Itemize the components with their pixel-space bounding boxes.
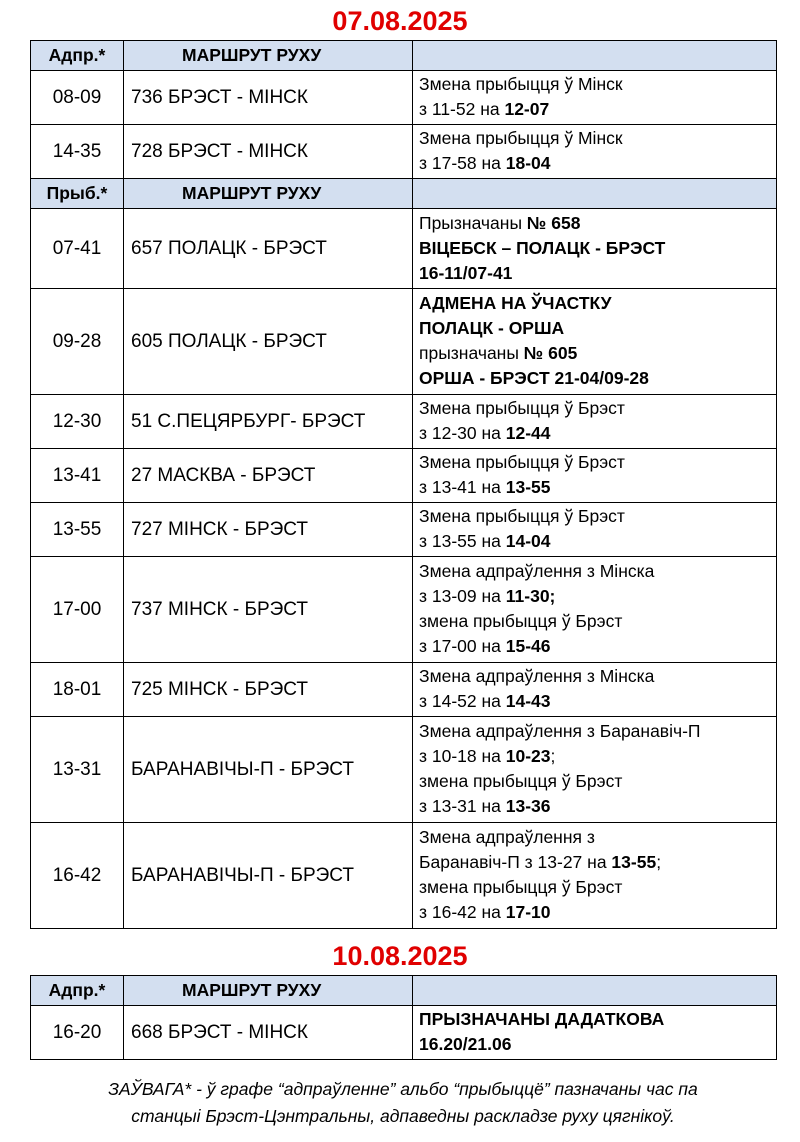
note-text: з 11-52 на (419, 99, 505, 119)
note-text: 14-04 (505, 531, 551, 551)
note-cell (413, 449, 777, 503)
note-text: 16-11/07-41 (419, 262, 513, 283)
note-text: 15-46 (505, 636, 551, 656)
note-text: 13-36 (505, 796, 551, 816)
note-line (419, 236, 770, 261)
footnote-line-1: ЗАЎВАГА* - ў графе “адпраўленне” альбо “прыбыццё” пазначаны час па (108, 1079, 698, 1099)
table-row (31, 823, 777, 929)
table-row (31, 209, 777, 289)
note-text: змена прыбыцця ў Брэст (419, 771, 623, 791)
table-row (31, 717, 777, 823)
note-text: з 17-58 на (419, 153, 506, 173)
note-text: Змена прыбыцця ў Мінск (419, 128, 623, 148)
note-text: з 13-09 на (419, 586, 506, 606)
route-cell: 51 С.ПЕЦЯРБУРГ- БРЭСТ (124, 395, 413, 449)
note-cell (413, 71, 777, 125)
table-header-arrivals (31, 179, 777, 209)
note-line (419, 1032, 770, 1057)
table-row (31, 71, 777, 125)
header-departure-label: Адпр.* (31, 41, 124, 71)
route-cell: 27 МАСКВА - БРЭСТ (124, 449, 413, 503)
note-text: 13-55 (505, 477, 551, 497)
route-cell: БАРАНАВІЧЫ-П - БРЭСТ (124, 717, 413, 823)
table-row (31, 663, 777, 717)
route-cell: 737 МІНСК - БРЭСТ (124, 557, 413, 663)
note-text: 16.20/21.06 (419, 1034, 512, 1054)
note-text: Змена прыбыцця ў Мінск (419, 74, 623, 94)
route-cell: 605 ПОЛАЦК - БРЭСТ (124, 289, 413, 395)
note-text: № 605 (523, 343, 578, 363)
note-cell (413, 289, 777, 395)
note-line (419, 825, 770, 850)
table-header-departures (31, 976, 777, 1006)
time-cell: 09-28 (31, 289, 124, 395)
header-route-label: МАРШРУТ РУХУ (124, 976, 413, 1006)
note-text: ВІЦЕБСК – ПОЛАЦК - БРЭСТ (419, 237, 666, 258)
table-row (31, 395, 777, 449)
time-cell: 18-01 (31, 663, 124, 717)
schedule-table-1008 (30, 975, 777, 1060)
table-row (31, 503, 777, 557)
note-line (419, 769, 770, 794)
time-cell: 13-31 (31, 717, 124, 823)
note-text: з 10-18 на (419, 746, 506, 766)
table-header-departures (31, 41, 777, 71)
table-row (31, 125, 777, 179)
note-text: з 14-52 на (419, 691, 506, 711)
note-text: 12-44 (505, 423, 551, 443)
table-row (31, 449, 777, 503)
header-arrival-label: Прыб.* (31, 179, 124, 209)
note-text: ПРЫЗНАЧАНЫ ДАДАТКОВА (419, 1009, 665, 1029)
note-text: ; (550, 746, 556, 766)
table-row (31, 289, 777, 395)
note-text: з 17-00 на (419, 636, 506, 656)
header-note-empty (413, 976, 777, 1006)
time-cell: 17-00 (31, 557, 124, 663)
note-text: Змена адпраўлення з (419, 827, 595, 847)
note-line (419, 689, 770, 714)
note-line (419, 584, 770, 609)
note-text: прызначаны (419, 343, 524, 363)
note-text: Баранавіч-П з 13-27 на (419, 852, 612, 872)
note-text: 13-55 (611, 852, 657, 872)
route-cell: 728 БРЭСТ - МІНСК (124, 125, 413, 179)
time-cell: 13-41 (31, 449, 124, 503)
schedule-table-0708 (30, 40, 777, 929)
note-line (419, 719, 770, 744)
note-cell (413, 209, 777, 289)
note-line (419, 744, 770, 769)
note-text: Змена адпраўлення з Мінска (419, 666, 655, 686)
note-line (419, 126, 770, 151)
note-line (419, 664, 770, 689)
note-line (419, 529, 770, 554)
note-cell (413, 717, 777, 823)
note-cell (413, 395, 777, 449)
note-line (419, 634, 770, 659)
route-cell: БАРАНАВІЧЫ-П - БРЭСТ (124, 823, 413, 929)
note-text: Змена адпраўлення з Баранавіч-П (419, 721, 701, 741)
note-text: ОРША - БРЭСТ 21-04/09-28 (419, 368, 649, 388)
note-cell (413, 557, 777, 663)
note-line (419, 421, 770, 446)
route-cell: 668 БРЭСТ - МІНСК (124, 1006, 413, 1060)
date-title-0708: 07.08.2025 (332, 6, 468, 36)
footnote-line-2: станцыі Брэст-Цэнтральны, адпаведны раскладзе руху цягнікоў. (131, 1106, 675, 1126)
note-line (419, 316, 770, 341)
note-text: 12-07 (504, 99, 550, 119)
note-line (419, 396, 770, 421)
time-cell: 14-35 (31, 125, 124, 179)
time-cell: 07-41 (31, 209, 124, 289)
table-row (31, 1006, 777, 1060)
route-cell: 736 БРЭСТ - МІНСК (124, 71, 413, 125)
note-text: Прызначаны (419, 212, 527, 233)
note-line (419, 366, 770, 391)
note-text: 18-04 (505, 153, 551, 173)
note-line (419, 900, 770, 925)
note-text: змена прыбыцця ў Брэст (419, 877, 623, 897)
note-line (419, 261, 770, 286)
note-text: ПОЛАЦК - ОРША (419, 318, 565, 338)
note-text: Змена адпраўлення з Мінска (419, 561, 655, 581)
note-line (419, 72, 770, 97)
note-text: 10-23 (505, 746, 551, 766)
note-cell (413, 1006, 777, 1060)
note-text: з 12-30 на (419, 423, 506, 443)
note-text: 14-43 (505, 691, 551, 711)
note-line (419, 1007, 770, 1032)
note-line (419, 559, 770, 584)
time-cell: 13-55 (31, 503, 124, 557)
note-cell (413, 663, 777, 717)
note-text: з 13-55 на (419, 531, 506, 551)
note-line (419, 450, 770, 475)
note-text: АДМЕНА НА ЎЧАСТКУ (419, 293, 612, 313)
time-cell: 16-42 (31, 823, 124, 929)
table-row (31, 557, 777, 663)
footnote (30, 1076, 776, 1130)
note-line (419, 341, 770, 366)
note-line (419, 151, 770, 176)
note-line (419, 875, 770, 900)
note-text: з 13-41 на (419, 477, 506, 497)
route-cell: 725 МІНСК - БРЭСТ (124, 663, 413, 717)
time-cell: 16-20 (31, 1006, 124, 1060)
note-text: Змена прыбыцця ў Брэст (419, 506, 625, 526)
note-text: № 658 (526, 212, 581, 233)
note-text: 17-10 (505, 902, 551, 922)
header-route-label: МАРШРУТ РУХУ (124, 179, 413, 209)
note-text: 11-30; (505, 586, 556, 606)
note-line (419, 794, 770, 819)
note-line (419, 97, 770, 122)
note-cell (413, 823, 777, 929)
header-note-empty (413, 179, 777, 209)
note-line (419, 609, 770, 634)
note-line (419, 475, 770, 500)
note-text: Змена прыбыцця ў Брэст (419, 398, 625, 418)
header-departure-label: Адпр.* (31, 976, 124, 1006)
header-note-empty (413, 41, 777, 71)
note-text: з 16-42 на (419, 902, 506, 922)
note-line (419, 504, 770, 529)
note-text: ; (656, 852, 662, 872)
route-cell: 657 ПОЛАЦК - БРЭСТ (124, 209, 413, 289)
note-text: змена прыбыцця ў Брэст (419, 611, 623, 631)
note-line (419, 291, 770, 316)
note-text: з 13-31 на (419, 796, 506, 816)
note-line (419, 850, 770, 875)
note-line (419, 211, 770, 236)
header-route-label: МАРШРУТ РУХУ (124, 41, 413, 71)
time-cell: 12-30 (31, 395, 124, 449)
time-cell: 08-09 (31, 71, 124, 125)
note-cell (413, 503, 777, 557)
note-text: Змена прыбыцця ў Брэст (419, 452, 625, 472)
date-title-1008: 10.08.2025 (332, 941, 468, 971)
note-cell (413, 125, 777, 179)
route-cell: 727 МІНСК - БРЭСТ (124, 503, 413, 557)
